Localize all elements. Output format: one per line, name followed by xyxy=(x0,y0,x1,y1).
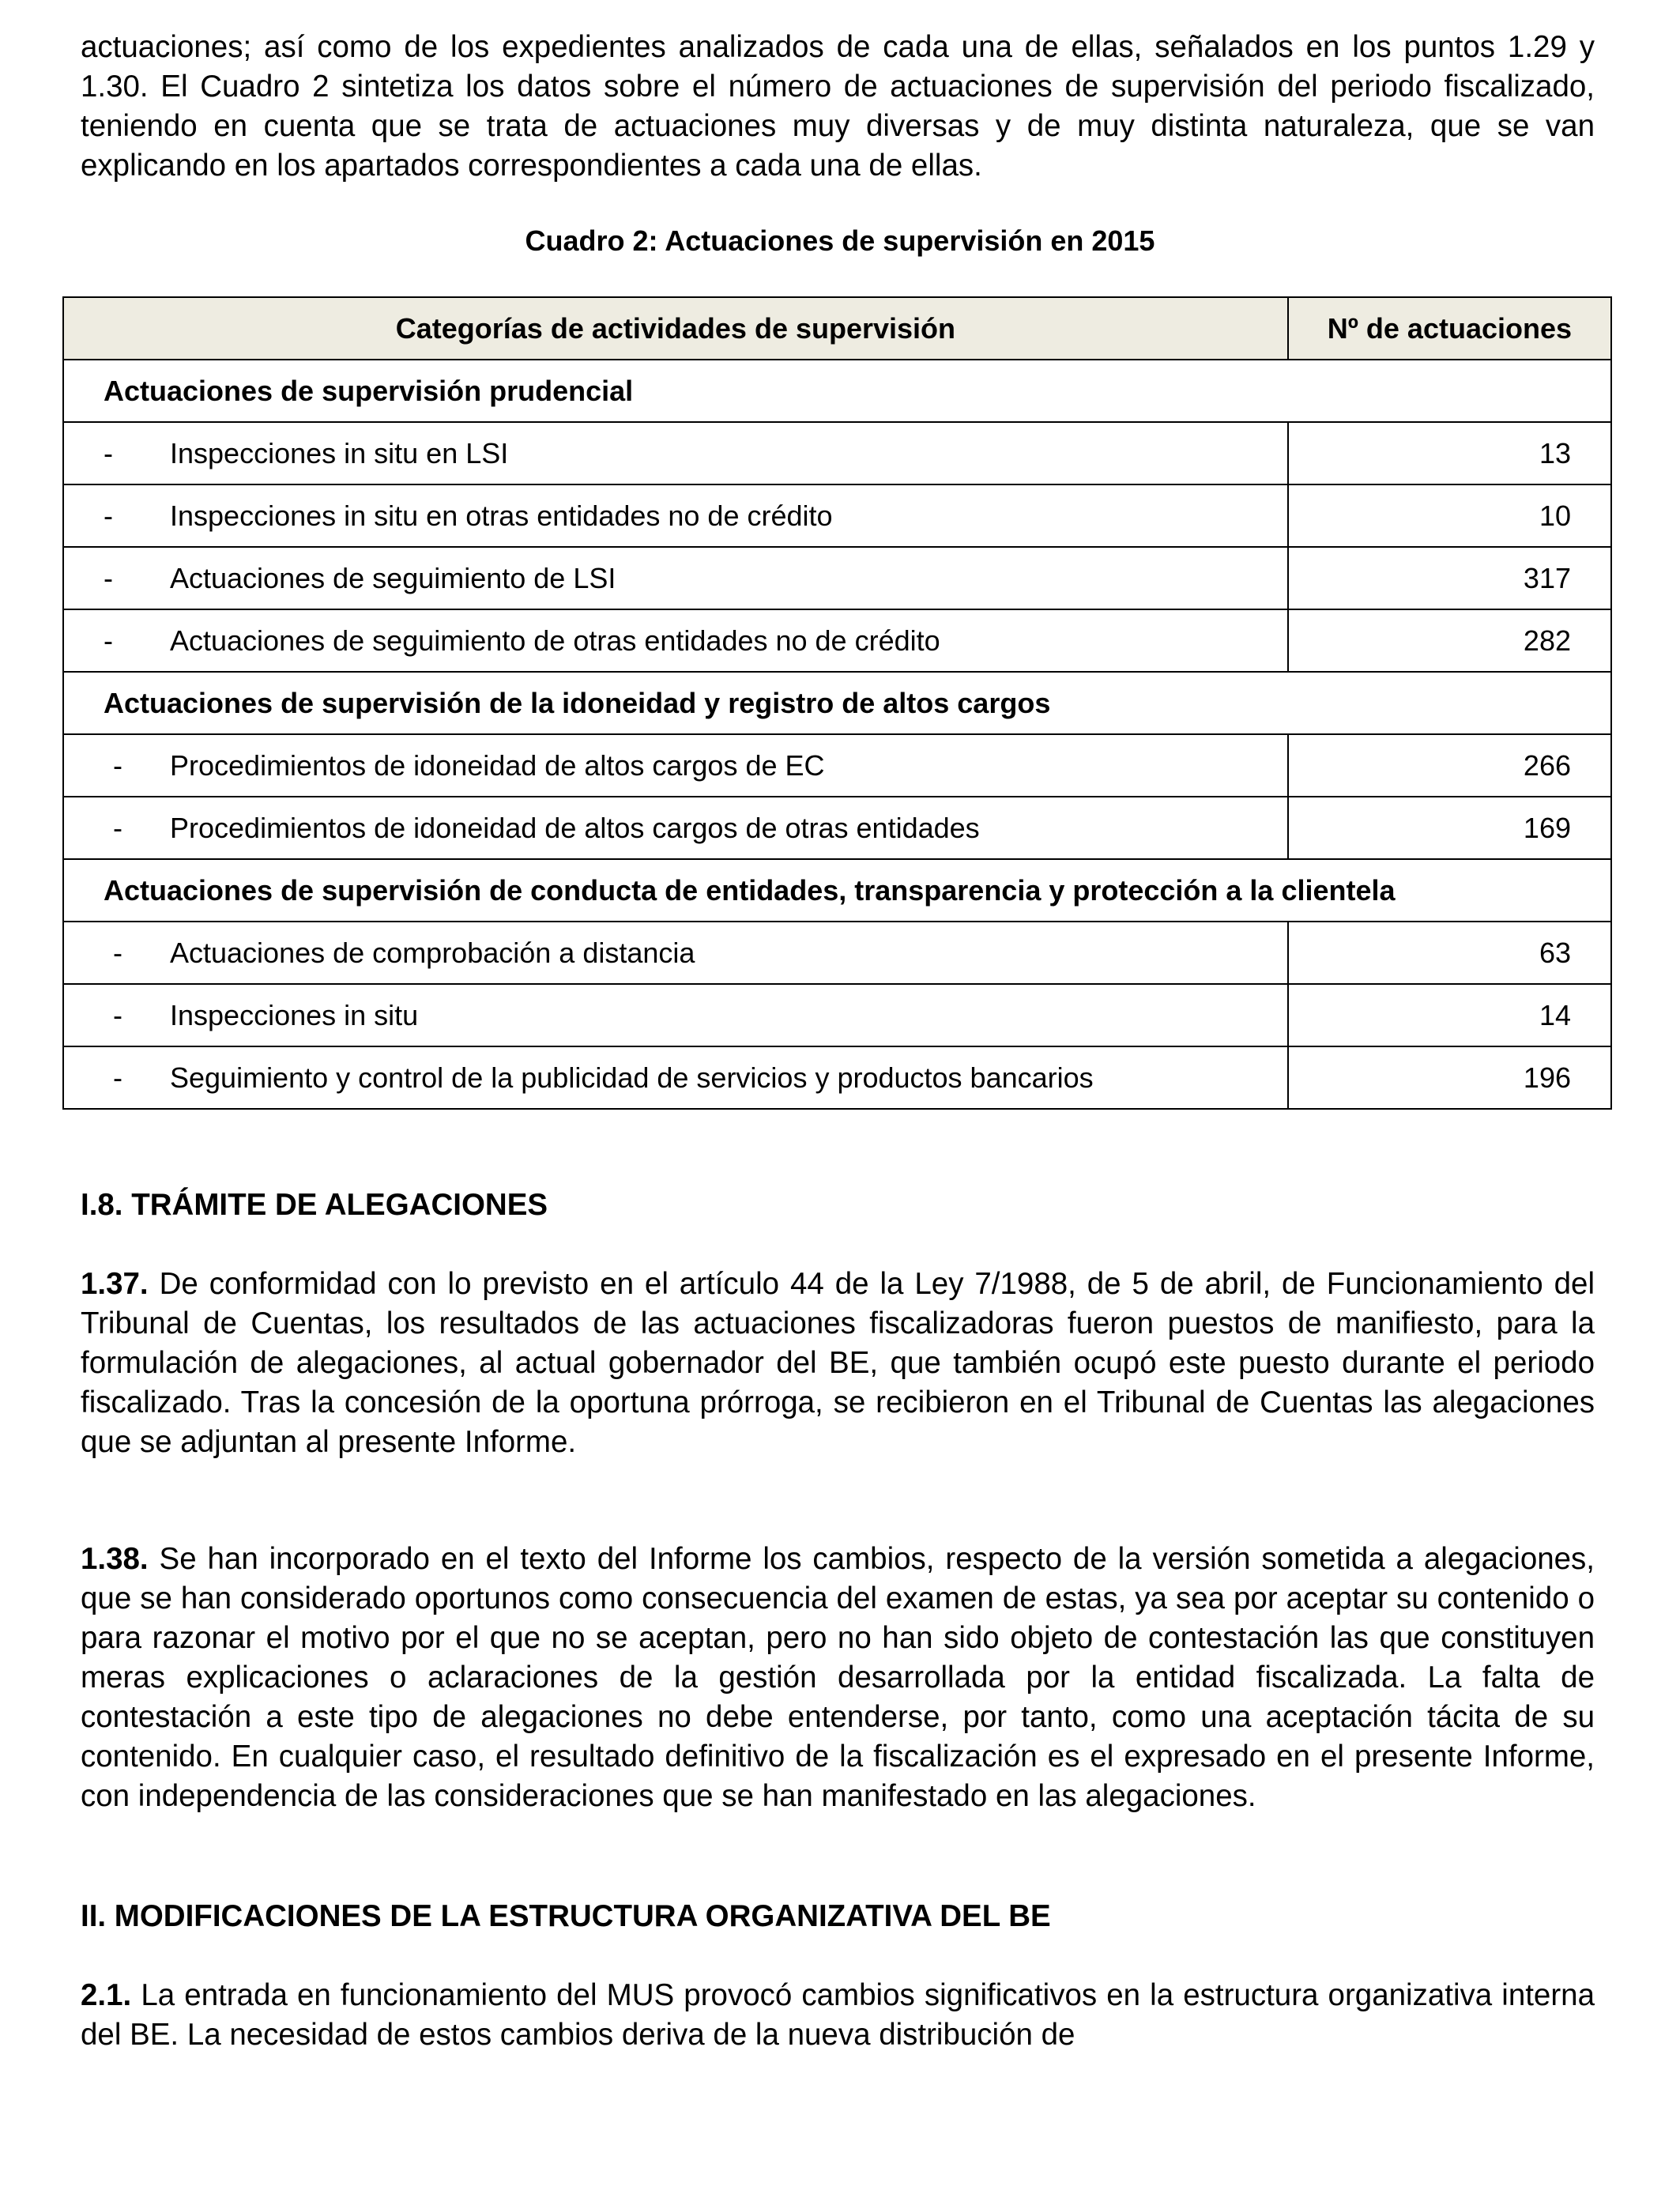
paragraph-text: Se han incorporado en el texto del Informe los cambios, respecto de la versión sometida a alegaciones, que se han considerado oportunos como consecuencia del examen de estas, ya sea por aceptar su contenido o para razonar el motivo por el que no se aceptan, pero no han sido objeto de contestación las que constituyen meras explicaciones o aclaraciones de la gestión desarrollada por la entidad fiscalizada. La falta de contestación a este tipo de alegaciones no debe entenderse, por tanto, como una aceptación tácita de su contenido. En cualquier caso, el resultado definitivo de la fiscalización es el expresado en el presente Informe, con independencia de las consideraciones que se han manifestado en las alegaciones. xyxy=(81,1542,1595,1813)
paragraph-number: 2.1. xyxy=(81,1978,132,2012)
table-header-row xyxy=(63,297,1611,360)
paragraph-1-37 xyxy=(81,1265,1595,1462)
intro-paragraph: actuaciones; así como de los expedientes analizados de cada una de ellas, señalados en los puntos 1.29 y 1.30. El Cuadro 2 sintetiza los datos sobre el número de actuaciones de supervisión del periodo fiscalizado, teniendo en cuenta que se trata de actuaciones muy diversas y de muy distinta naturaleza, que se van explicando en los apartados correspondientes a cada una de ellas. xyxy=(81,30,1595,183)
row-label: Actuaciones de seguimiento de otras entidades no de crédito xyxy=(170,624,940,657)
row-value: 14 xyxy=(1288,984,1611,1046)
row-label: Actuaciones de seguimiento de LSI xyxy=(170,561,616,594)
row-value: 196 xyxy=(1288,1046,1611,1109)
paragraph-text: La entrada en funcionamiento del MUS provocó cambios significativos en la estructura organizativa interna del BE. La necesidad de estos cambios deriva de la nueva distribución de xyxy=(81,1978,1595,2052)
section-heading-ii: II. MODIFICACIONES DE LA ESTRUCTURA ORGANIZATIVA DEL BE xyxy=(81,1899,1051,1933)
table-row xyxy=(63,922,1611,984)
row-value: 169 xyxy=(1288,797,1611,859)
row-value: 13 xyxy=(1288,422,1611,484)
row-label: Actuaciones de comprobación a distancia xyxy=(170,936,695,969)
section-heading-i8: I.8. TRÁMITE DE ALEGACIONES xyxy=(81,1188,548,1222)
group-title-idoneidad: Actuaciones de supervisión de la idoneidad y registro de altos cargos xyxy=(63,672,1611,734)
row-label: Inspecciones in situ en LSI xyxy=(170,436,509,469)
table-caption: Cuadro 2: Actuaciones de supervisión en 2015 xyxy=(525,224,1155,257)
row-label: Procedimientos de idoneidad de altos cargos de EC xyxy=(170,748,825,782)
row-dash: - xyxy=(104,561,113,594)
group-title-conducta: Actuaciones de supervisión de conducta de entidades, transparencia y protección a la clientela xyxy=(63,859,1611,922)
paragraph-2-1 xyxy=(81,1976,1595,2055)
header-count: Nº de actuaciones xyxy=(1288,297,1611,360)
row-dash: - xyxy=(113,748,122,782)
row-label: Seguimiento y control de la publicidad de servicios y productos bancarios xyxy=(170,1061,1094,1094)
row-dash: - xyxy=(113,1061,122,1094)
table-row xyxy=(63,547,1611,609)
row-dash: - xyxy=(104,499,113,532)
paragraph-number: 1.37. xyxy=(81,1267,149,1301)
row-label: Inspecciones in situ en otras entidades no de crédito xyxy=(170,499,833,532)
table-row xyxy=(63,984,1611,1046)
supervision-table xyxy=(62,296,1612,1110)
header-categories: Categorías de actividades de supervisión xyxy=(63,297,1288,360)
row-dash: - xyxy=(113,811,122,844)
row-value: 317 xyxy=(1288,547,1611,609)
row-value: 266 xyxy=(1288,734,1611,797)
table-row xyxy=(63,609,1611,672)
table-row xyxy=(63,1046,1611,1109)
group-row xyxy=(63,360,1611,422)
table-row xyxy=(63,734,1611,797)
row-value: 282 xyxy=(1288,609,1611,672)
row-dash: - xyxy=(104,624,113,657)
row-value: 63 xyxy=(1288,922,1611,984)
table-row xyxy=(63,797,1611,859)
row-value: 10 xyxy=(1288,484,1611,547)
paragraph-text: De conformidad con lo previsto en el artículo 44 de la Ley 7/1988, de 5 de abril, de Funcionamiento del Tribunal de Cuentas, los resultados de las actuaciones fiscalizadoras fueron puestos de manifiesto, para la formulación de alegaciones, al actual gobernador del BE, que también ocupó este puesto durante el periodo fiscalizado. Tras la concesión de la oportuna prórroga, se recibieron en el Tribunal de Cuentas las alegaciones que se adjuntan al presente Informe. xyxy=(81,1267,1595,1459)
row-dash: - xyxy=(113,936,122,969)
group-title-prudencial: Actuaciones de supervisión prudencial xyxy=(63,360,1611,422)
row-dash: - xyxy=(104,436,113,469)
paragraph-number: 1.38. xyxy=(81,1542,149,1576)
table-row xyxy=(63,484,1611,547)
group-row xyxy=(63,859,1611,922)
group-row xyxy=(63,672,1611,734)
row-label: Procedimientos de idoneidad de altos cargos de otras entidades xyxy=(170,811,980,844)
row-dash: - xyxy=(113,998,122,1031)
paragraph-1-38 xyxy=(81,1540,1595,1816)
row-label: Inspecciones in situ xyxy=(170,998,419,1031)
table-row xyxy=(63,422,1611,484)
